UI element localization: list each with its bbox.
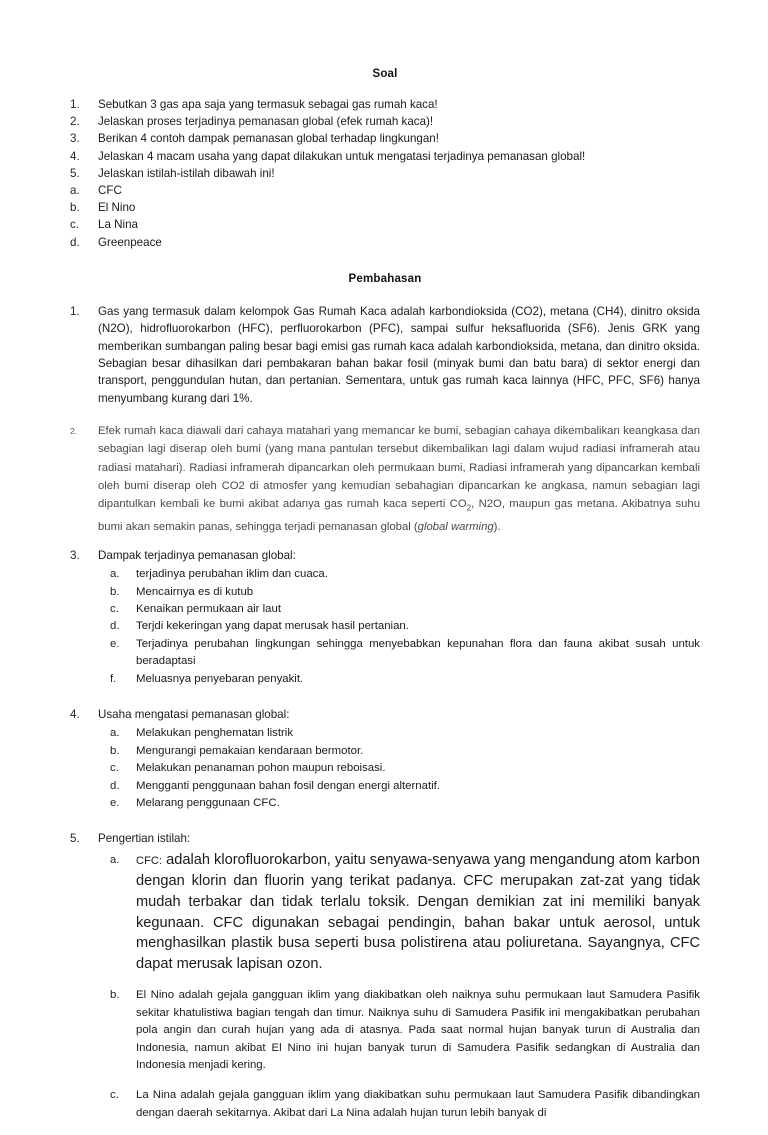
- list-marker: a.: [110, 568, 120, 581]
- soal-question-list: [70, 96, 700, 182]
- list-item: [110, 725, 700, 742]
- term-definition: adalah klorofluorokarbon, yaitu senyawa-senyawa yang mengandung atom karbon dengan klorin dan fluorin yang terikat padanya. CFC merupakan zat-zat yang tidak mudah terbakar dan tidak terlalu toksik. Dengan demikian zat ini memiliki banyak kegunaan. CFC digunakan sebagai pendingin, bahan bakar untuk aerosol, untuk menghasilkan plastik busa seperti busa polistirena atau poliuretana. Sayangnya, CFC dapat merusak lapisan ozon.: [136, 851, 700, 972]
- spacer: [70, 690, 700, 706]
- list-item: [110, 795, 700, 812]
- list-item: [70, 182, 700, 199]
- list-marker: 1.: [70, 98, 80, 111]
- italic-term-global-warming: global warming: [417, 520, 494, 533]
- list-marker: d.: [70, 235, 80, 249]
- spacer: [70, 409, 700, 422]
- term-text: [136, 850, 700, 975]
- list-text: Terjdi kekeringan yang dapat merusak hasil pertanian.: [136, 620, 409, 633]
- answer-text-part2: , N2O, maupun gas metana. Akibatnya suhu bumi akan semakin panas, sehingga terjadi pemanasan global (: [98, 498, 700, 533]
- list-text: Greenpeace: [98, 235, 162, 249]
- list-item: [110, 671, 700, 688]
- list-item: [110, 601, 700, 618]
- spacer: [70, 814, 700, 830]
- list-text: Jelaskan proses terjadinya pemanasan global (efek rumah kaca)!: [98, 115, 434, 129]
- list-item: [110, 760, 700, 777]
- list-item: [70, 199, 700, 216]
- list-text: Mengurangi pemakaian kendaraan bermotor.: [136, 744, 364, 757]
- list-marker: e.: [110, 637, 120, 650]
- list-item: [70, 96, 700, 113]
- list-item: [110, 743, 700, 760]
- term-label: CFC:: [136, 854, 163, 867]
- term-text: La Nina adalah gejala gangguan iklim yang diakibatkan suhu permukaan laut Samudera Pasifik dibandingkan dengan daerah sekitarnya. Akibat dari La Nina adalah hujan turun lebih banyak di: [136, 1089, 700, 1119]
- list-item: [110, 636, 700, 671]
- list-marker: c.: [110, 602, 119, 615]
- answer-lead-text: Pengertian istilah:: [98, 832, 191, 846]
- list-marker: 5.: [70, 832, 80, 846]
- answer-body: [98, 547, 700, 688]
- pembahasan-answers: [70, 303, 700, 1135]
- list-marker: d.: [110, 779, 120, 792]
- term-item-el-nino: [110, 987, 700, 1074]
- list-text: CFC: [98, 184, 122, 198]
- list-item: [70, 113, 700, 130]
- answer-item-5: [70, 830, 700, 1135]
- answer-item-3: [70, 547, 700, 688]
- section-title-pembahasan: Pembahasan: [348, 272, 422, 285]
- answer-text-part1: Efek rumah kaca diawali dari cahaya matahari yang memancar ke bumi, sebagian cahaya dikembalikan keangkasa dan sebagian lagi diserap oleh bumi (yang mana pantulan tersebut dikembalikan lagi dalam wujud radiasi inframerah atau radiasi matahari). Radiasi inframerah dipancarkan oleh permukaan bumi, Radiasi inframerah yang dipancarkan kembali oleh bumi diserap oleh CO2 di atmosfer yang kemudian sebahagian dipancarkan ke angkasa, namun sebagian lagi dipantulkan kembali ke bumi akibat adanya gas rumah kaca seperti CO: [98, 425, 700, 511]
- list-marker: 4.: [70, 149, 80, 163]
- list-text: Melakukan penghematan listrik: [136, 727, 294, 740]
- answer-item-4: [70, 706, 700, 812]
- list-item: [110, 618, 700, 635]
- co2-subscript: 2: [466, 503, 472, 513]
- list-marker: d.: [110, 620, 120, 633]
- section-title-soal: Soal: [372, 68, 398, 80]
- list-item: [70, 216, 700, 233]
- list-text: Sebutkan 3 gas apa saja yang termasuk sebagai gas rumah kaca!: [98, 98, 438, 111]
- answer-item-2: [70, 422, 700, 535]
- list-text: La Nina: [98, 218, 138, 232]
- answer-paragraph: Gas yang termasuk dalam kelompok Gas Rumah Kaca adalah karbondioksida (CO2), metana (CH4), dinitro oksida (N2O), hidrofluorokarbon (HFC), perfluorokarbon (PFC), sampai sulfur heksafluorida (SF6). Jenis GRK yang memberikan sumbangan paling besar bagi emisi gas rumah kaca adalah karbondioksida, metana, dan dinitro oksida. Sebagian besar dihasilkan dari pembakaran bahan bakar fosil (minyak bumi dan batu bara) di sektor energi dan transport, penggundulan hutan, dan pertanian. Sementara, untuk gas rumah kaca lainnya (HFC, PFC, SF6) hanya menyumbang kurang dari 1%.: [98, 304, 700, 405]
- term-item-cfc: [110, 850, 700, 975]
- list-marker: a.: [70, 184, 80, 198]
- list-item: [70, 234, 700, 251]
- list-marker: c.: [110, 762, 119, 775]
- list-text: Jelaskan istilah-istilah dibawah ini!: [98, 166, 275, 180]
- answer-lead-text: Dampak terjadinya pemanasan global:: [98, 548, 296, 562]
- list-text: Melarang penggunaan CFC.: [136, 797, 280, 810]
- list-text: Kenaikan permukaan air laut: [136, 602, 282, 615]
- list-marker: c.: [110, 1089, 119, 1102]
- list-item: [110, 778, 700, 795]
- list-item: [110, 566, 700, 583]
- answer-body: [98, 422, 700, 535]
- list-text: Terjadinya perubahan lingkungan sehingga menyebabkan kepunahan flora dan fauna akibat susah untuk beradaptasi: [136, 637, 700, 668]
- list-marker: 2.: [70, 115, 80, 129]
- list-text: El Nino: [98, 201, 136, 215]
- list-marker: c.: [70, 218, 80, 232]
- list-marker: b.: [70, 201, 80, 215]
- list-text: terjadinya perubahan iklim dan cuaca.: [136, 568, 328, 581]
- answer-text-part3: ).: [493, 520, 501, 533]
- list-marker: b.: [110, 744, 120, 757]
- list-marker: f.: [110, 672, 117, 685]
- list-text: Meluasnya penyebaran penyakit.: [136, 672, 304, 685]
- answer-3-sublist: [98, 566, 700, 688]
- answer-4-sublist: [98, 725, 700, 812]
- list-marker: 1.: [70, 304, 80, 318]
- list-item: [70, 165, 700, 182]
- answer-body: [98, 706, 700, 812]
- list-text: Jelaskan 4 macam usaha yang dapat dilakukan untuk mengatasi terjadinya pemanasan global!: [98, 149, 586, 163]
- term-text: El Nino adalah gejala gangguan iklim yang diakibatkan oleh naiknya suhu permukaan laut Samudera Pasifik sekitar khatulistiwa bagian tengah dan timur. Naiknya suhu di Samudera Pasifik ini mengakibatkan perubahan pola angin dan curah hujan yang ada di atasnya. Pada saat normal hujan banyak turun di Australia dan Indonesia, namun akibat El Nino ini hujan banyak turun di Samudera Pasifik sedangkan di Australia dan Indonesia menjadi kering.: [136, 989, 700, 1072]
- list-item: [70, 130, 700, 147]
- answer-body: [98, 830, 700, 1135]
- list-item: [70, 148, 700, 165]
- list-marker: b.: [110, 989, 120, 1002]
- list-marker: 5.: [70, 166, 80, 180]
- answer-lead-text: Usaha mengatasi pemanasan global:: [98, 707, 290, 721]
- answer-body: [98, 303, 700, 407]
- list-marker: a.: [110, 727, 120, 740]
- list-marker: e.: [110, 797, 120, 810]
- list-marker: 2.: [70, 426, 78, 437]
- answer-item-1: [70, 303, 700, 407]
- list-marker: a.: [110, 853, 120, 866]
- list-marker: b.: [110, 585, 120, 598]
- list-item: [110, 584, 700, 601]
- list-marker: 3.: [70, 548, 80, 562]
- answer-5-term-list: [98, 850, 700, 1122]
- list-marker: 4.: [70, 707, 80, 721]
- list-text: Mencairnya es di kutub: [136, 585, 254, 598]
- soal-sub-item-list: [70, 182, 700, 251]
- spacer: [70, 538, 700, 547]
- answer-paragraph: [98, 422, 700, 535]
- list-text: Berikan 4 contoh dampak pemanasan global terhadap lingkungan!: [98, 132, 439, 146]
- list-marker: 3.: [70, 132, 80, 146]
- list-text: Mengganti penggunaan bahan fosil dengan energi alternatif.: [136, 779, 440, 792]
- list-text: Melakukan penanaman pohon maupun reboisasi.: [136, 762, 386, 775]
- term-item-la-nina: [110, 1087, 700, 1122]
